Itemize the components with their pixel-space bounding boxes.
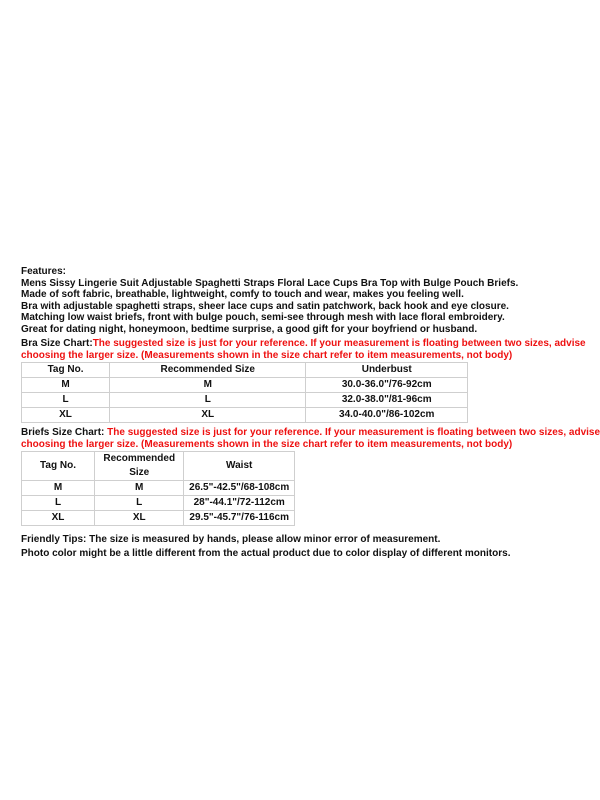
feature-line: Mens Sissy Lingerie Suit Adjustable Spaghetti Straps Floral Lace Cups Bra Top with Bulge Pouch Briefs.: [21, 277, 519, 289]
cell-tag-no: L: [22, 393, 110, 408]
cell-recommended-size: L: [110, 393, 306, 408]
cell-recommended-size: XL: [110, 408, 306, 423]
column-header-waist: Waist: [184, 452, 295, 481]
column-header-recommended-size: Recommended Size: [110, 363, 306, 378]
cell-recommended-size: M: [95, 481, 184, 496]
briefs-chart-header: [21, 427, 600, 439]
cell-waist: 29.5"-45.7"/76-116cm: [184, 511, 295, 526]
bra-size-chart-section: [21, 338, 591, 423]
cell-tag-no: M: [22, 378, 110, 393]
cell-tag-no: L: [22, 496, 95, 511]
table-row: [22, 378, 468, 393]
feature-line: Matching low waist briefs, front with bulge pouch, semi-see through mesh with lace floral embroidery.: [21, 312, 505, 323]
briefs-chart-label: Briefs Size Chart:: [21, 427, 105, 438]
cell-tag-no: M: [22, 481, 95, 496]
feature-line: Great for dating night, honeymoon, bedtime surprise, a good gift for your boyfriend or husband.: [21, 323, 478, 335]
product-description: [21, 266, 600, 561]
column-header-tag-no: Tag No.: [22, 452, 95, 481]
table-row: [22, 496, 295, 511]
bra-chart-header: [21, 338, 591, 350]
cell-recommended-size: XL: [95, 511, 184, 526]
bra-chart-note-continued: choosing the larger size. (Measurements shown in the size chart refer to item measurements, not body): [21, 349, 513, 361]
cell-underbust: 30.0-36.0"/76-92cm: [306, 378, 468, 393]
features-heading: Features:: [21, 266, 67, 277]
cell-underbust: 32.0-38.0"/81-96cm: [306, 393, 468, 408]
column-header-recommended-size: Recommended Size: [95, 452, 184, 481]
feature-line: Made of soft fabric, breathable, lightweight, comfy to touch and wear, makes you feeling well.: [21, 289, 464, 300]
cell-waist: 26.5"-42.5"/68-108cm: [184, 481, 295, 496]
table-header-row: [22, 452, 295, 481]
cell-recommended-size: M: [110, 378, 306, 393]
table-row: [22, 408, 468, 423]
briefs-size-chart-section: [21, 427, 600, 526]
table-row: [22, 511, 295, 526]
table-header-row: [22, 363, 468, 378]
feature-line: Bra with adjustable spaghetti straps, sheer lace cups and satin patchwork, back hook and eye closure.: [21, 300, 509, 312]
features-list: [21, 278, 591, 336]
table-row: [22, 481, 295, 496]
cell-underbust: 34.0-40.0"/86-102cm: [306, 408, 468, 423]
cell-tag-no: XL: [22, 511, 95, 526]
bra-chart-note: The suggested size is just for your reference. If your measurement is floating between two sizes, advise: [92, 338, 586, 349]
column-header-tag-no: Tag No.: [22, 363, 110, 378]
briefs-chart-note-continued: choosing the larger size. (Measurements shown in the size chart refer to item measurements, not body): [21, 438, 513, 450]
bra-chart-label: Bra Size Chart:: [21, 338, 93, 349]
column-header-underbust: Underbust: [306, 363, 468, 378]
cell-recommended-size: L: [95, 496, 184, 511]
table-row: [22, 393, 468, 408]
briefs-size-table: [21, 451, 295, 526]
cell-tag-no: XL: [22, 408, 110, 423]
briefs-chart-note: The suggested size is just for your reference. If your measurement is floating between two sizes, advise: [104, 427, 600, 438]
tip-line: Photo color might be a little different from the actual product due to color display of different monitors.: [21, 548, 511, 559]
tip-line: Friendly Tips: The size is measured by hands, please allow minor error of measurement.: [21, 534, 441, 545]
cell-waist: 28"-44.1"/72-112cm: [184, 496, 295, 511]
friendly-tips: [21, 533, 591, 561]
bra-size-table: [21, 362, 468, 423]
